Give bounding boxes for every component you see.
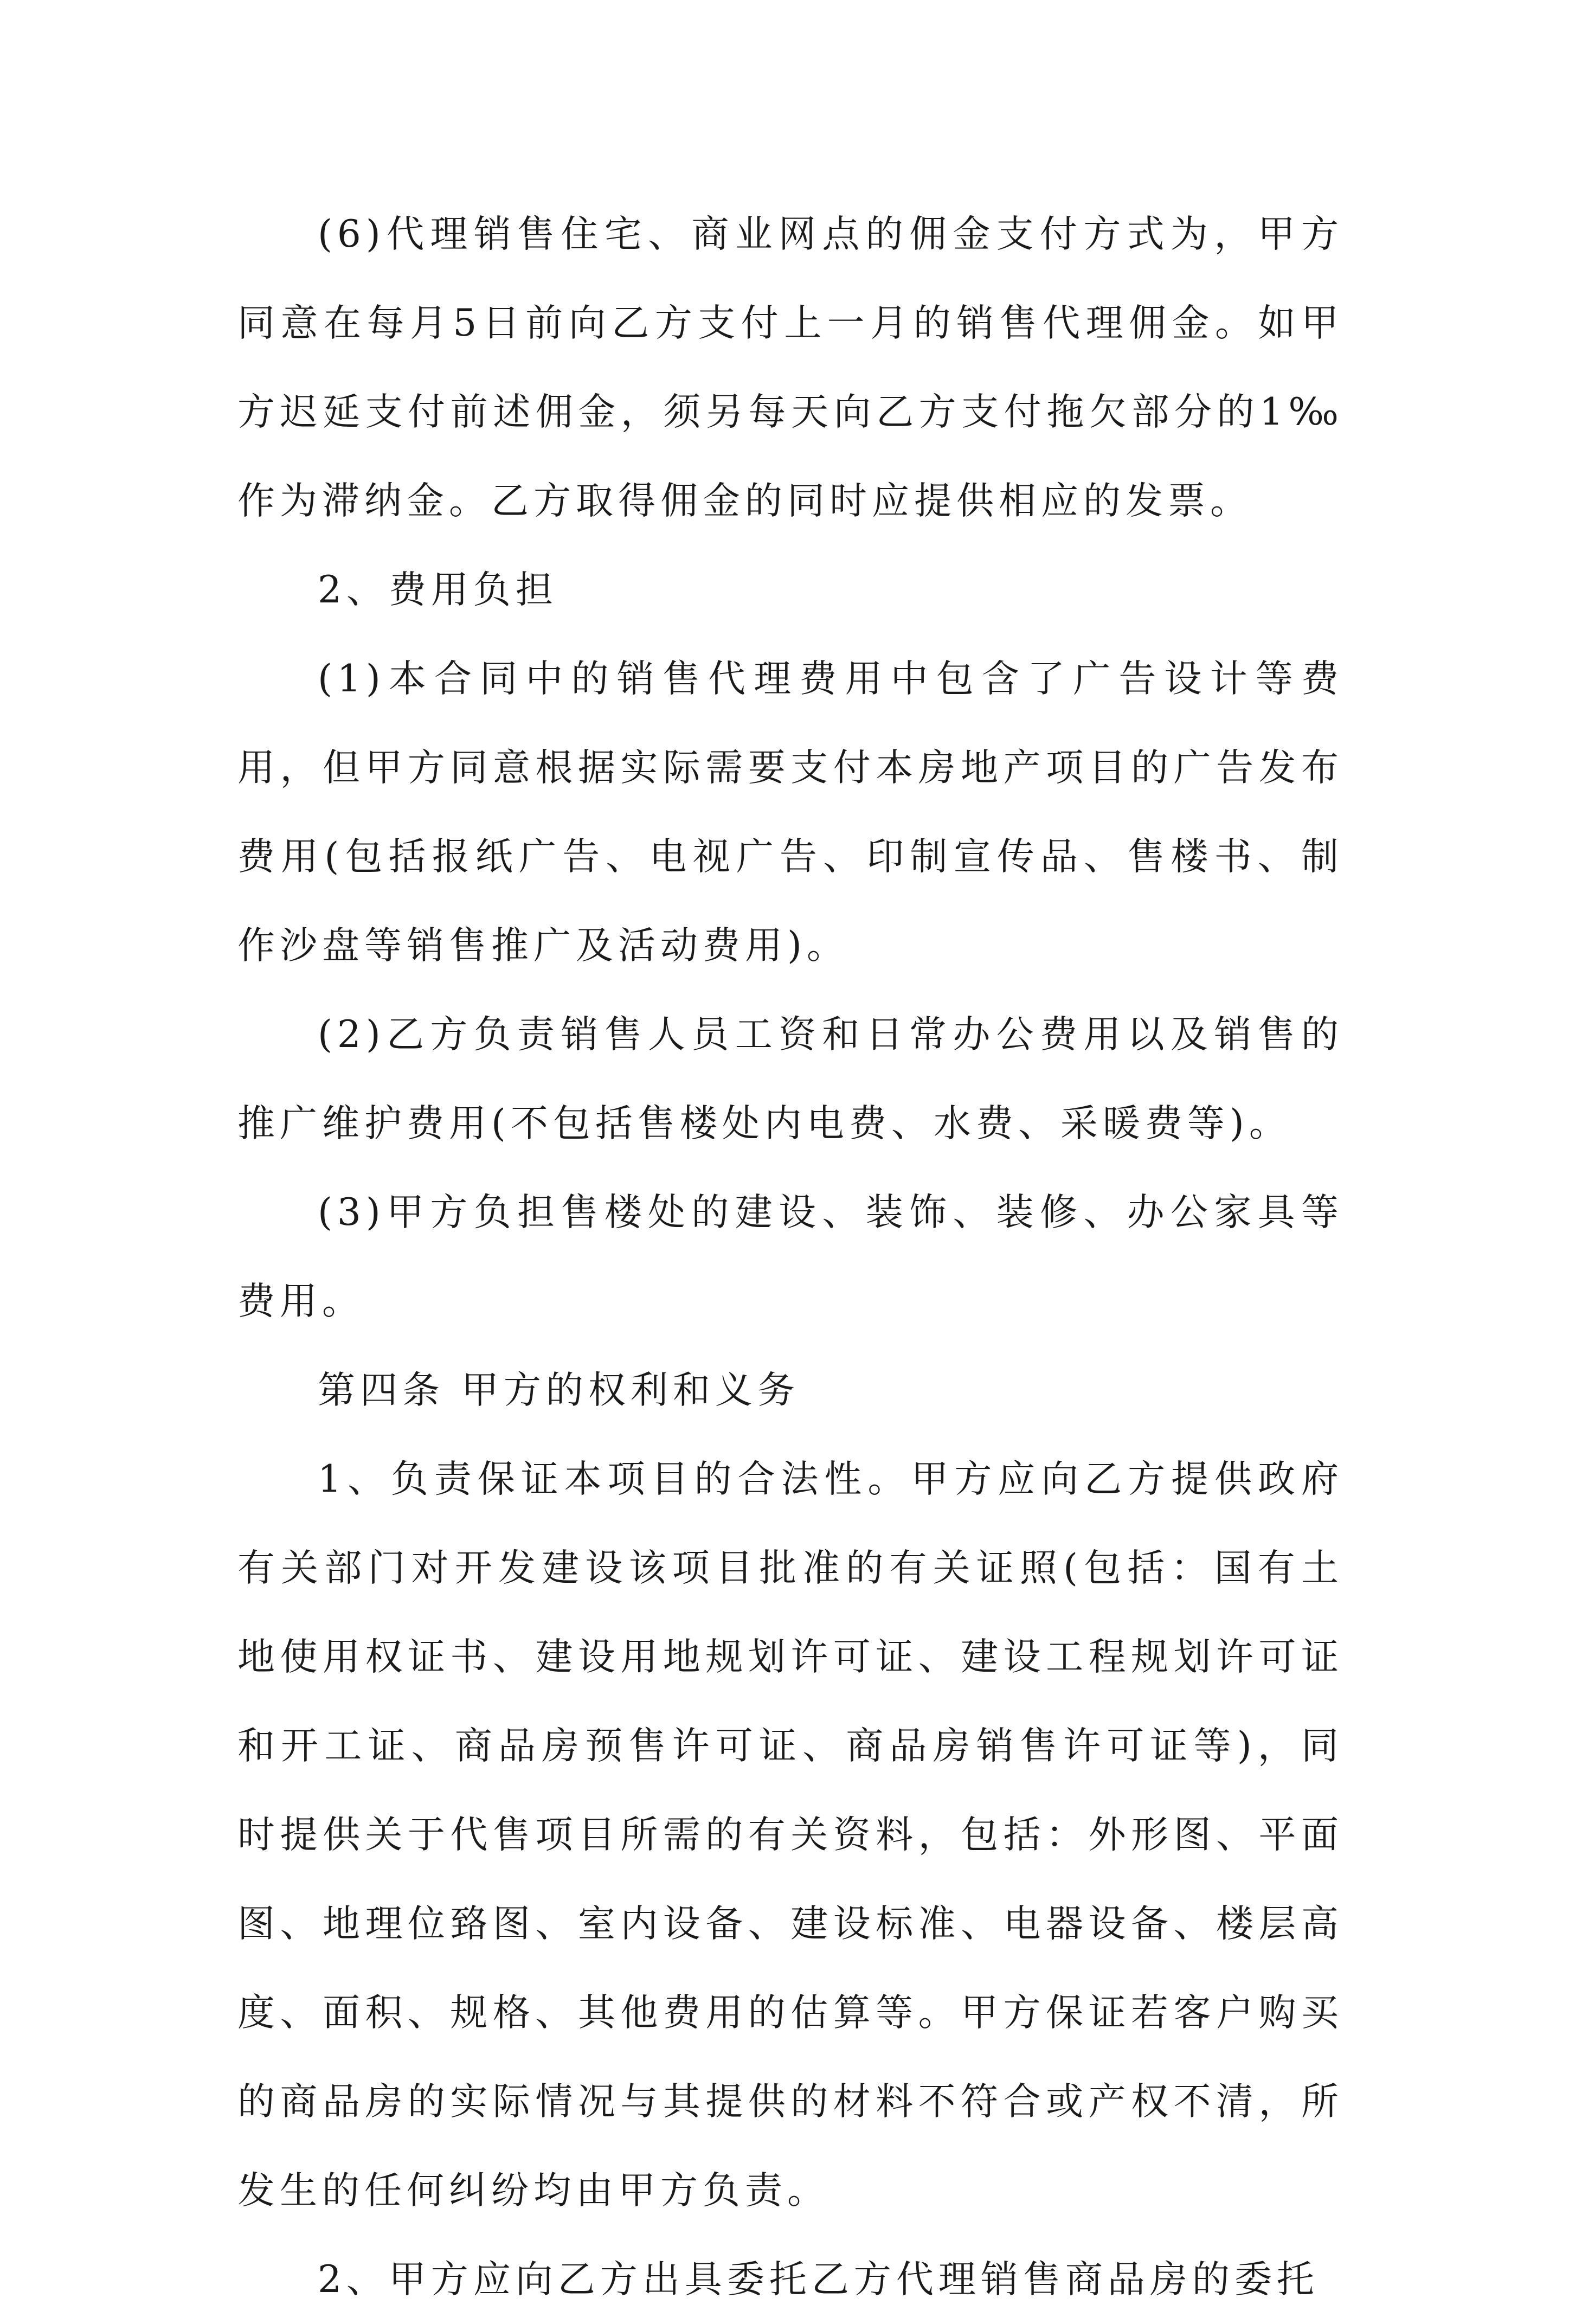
article-heading-party-a-rights: 第四条 甲方的权利和义务: [318, 1369, 800, 1412]
paragraph-cost-item-3: (3)甲方负担售楼处的建设、装饰、装修、办公家具等费用。: [237, 1191, 1343, 1323]
paragraph-party-a-duty-2: 2、甲方应向乙方出具委托乙方代理销售商品房的委托: [318, 2258, 1319, 2301]
document-body: [237, 190, 1343, 2324]
paragraph-cost-item-2: (2)乙方负责销售人员工资和日常办公费用以及销售的推广维护费用(不包括售楼处内电费、水费、采暖费等)。: [237, 1013, 1343, 1145]
section-heading-cost-burden: 2、费用负担: [318, 568, 558, 612]
paragraph-party-a-duty-1: 1、负责保证本项目的合法性。甲方应向乙方提供政府有关部门对开发建设该项目批准的有关证照(包括：国有土地使用权证书、建设用地规划许可证、建设工程规划许可证和开工证、商品房预售许可证、商品房销售许可证等)，同时提供关于代售项目所需的有关资料，包括：外形图、平面图、地理位臵图、室内设备、建设标准、电器设备、楼层高度、面积、规格、其他费用的估算等。甲方保证若客户购买的商品房的实际情况与其提供的材料不符合或产权不清，所发生的任何纠纷均由甲方负责。: [237, 1458, 1343, 2212]
paragraph-commission-payment: (6)代理销售住宅、商业网点的佣金支付方式为，甲方同意在每月5日前向乙方支付上一月的销售代理佣金。如甲方迟延支付前述佣金，须另每天向乙方支付拖欠部分的1‰作为滞纳金。乙方取得佣金的同时应提供相应的发票。: [237, 213, 1343, 523]
paragraph-cost-item-1: (1)本合同中的销售代理费用中包含了广告设计等费用，但甲方同意根据实际需要支付本房地产项目的广告发布费用(包括报纸广告、电视广告、印制宣传品、售楼书、制作沙盘等销售推广及活动费用)。: [237, 657, 1343, 967]
